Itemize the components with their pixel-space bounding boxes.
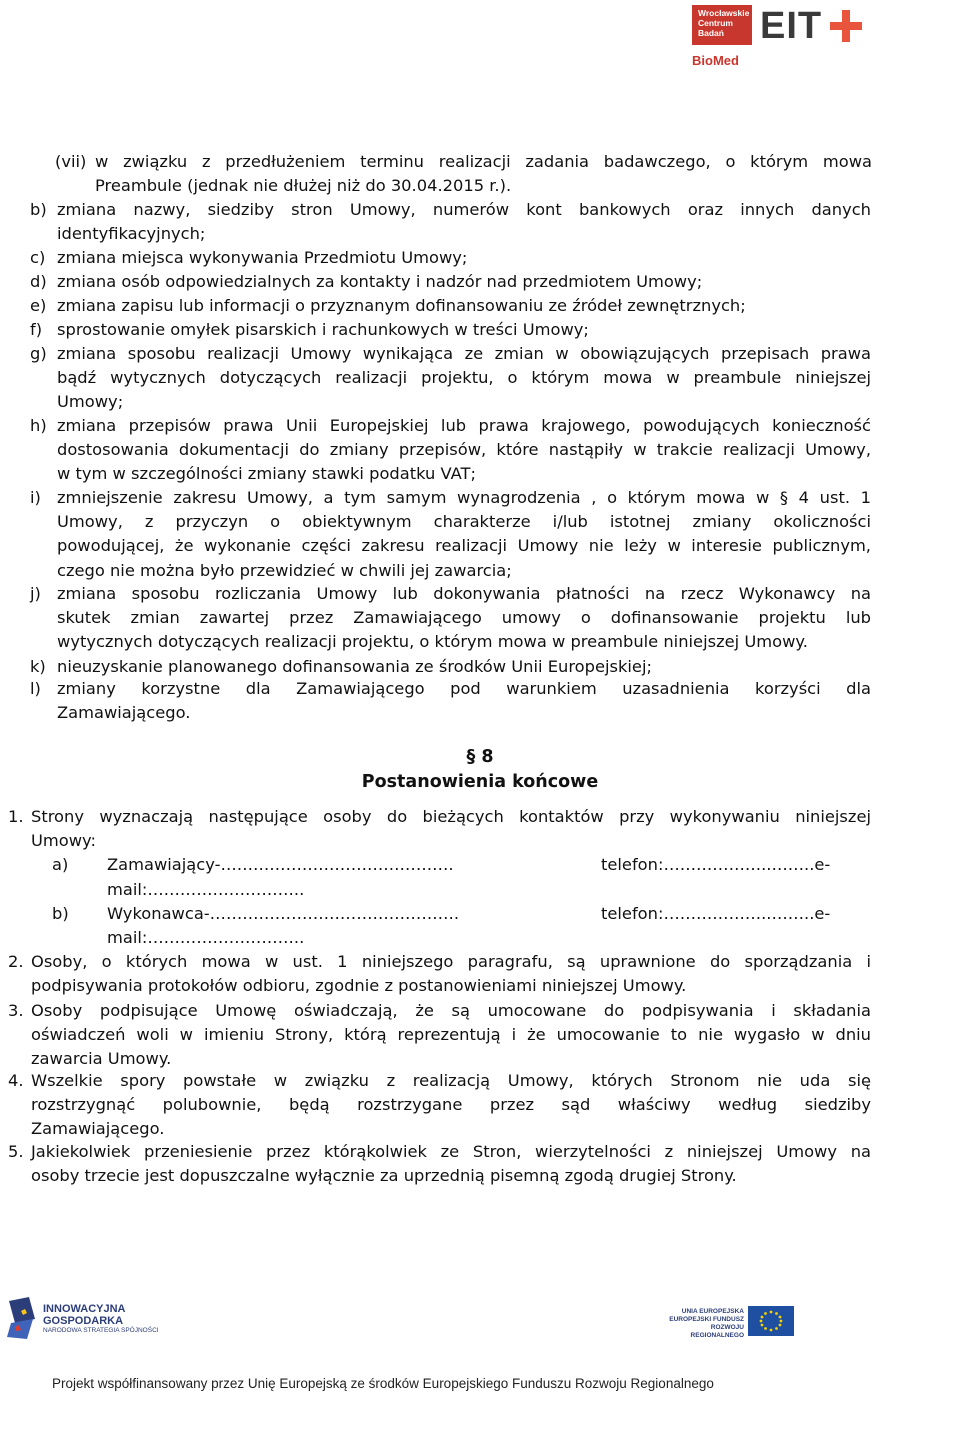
list-line: zmniejszenie zakresu Umowy, a tym samym wynagrodzenia , o którym mowa w § 4 ust. 1 [57, 488, 871, 507]
contact-phone: telefon:………………..……..e- [601, 904, 831, 923]
logo-sub: BioMed [692, 53, 739, 68]
list-label: k) [30, 657, 46, 676]
eu-text-line: ROZWOJU REGIONALNEGO [690, 1324, 744, 1339]
list-line: zmiana sposobu rozliczania Umowy lub dokonywania płatności na rzecz Wykonawcy na [57, 584, 871, 603]
list-label: j) [30, 584, 41, 603]
list-line: Preambule (jednak nie dłużej niż do 30.04.2015 r.). [95, 176, 512, 195]
eu-logo [668, 1306, 798, 1339]
list-line: zmiana sposobu realizacji Umowy wynikająca ze zmian w obowiązujących przepisach prawa [57, 344, 871, 363]
list-label: e) [30, 296, 47, 315]
footer-note: Projekt współfinansowany przez Unię Europejską ze środków Europejskiego Funduszu Rozwoju Regionalnego [52, 1376, 714, 1391]
list-line: skutek zmian zawartej przez Zamawiającego umowy o dofinansowanie projektu lub [57, 608, 871, 628]
list-line: zmiany korzystne dla Zamawiającego pod warunkiem uzasadnienia korzyści dla [57, 679, 871, 698]
list-label: i) [30, 488, 41, 507]
section-title: Postanowienia końcowe [361, 772, 599, 792]
logo-box-line: Badań [698, 28, 724, 38]
list-line: zmiana nazwy, siedziby stron Umowy, numerów kont bankowych oraz innych danych [57, 200, 871, 219]
ig-subtitle: NARODOWA STRATEGIA SPÓJNOŚCI [43, 1327, 159, 1334]
ig-title-line: GOSPODARKA [43, 1315, 124, 1327]
eu-flag-icon [748, 1306, 794, 1336]
list-line: czego nie można było przewidzieć w chwili jej zawarcia; [57, 560, 512, 580]
list-label: f) [30, 320, 43, 339]
list-label: (vii) [55, 152, 87, 171]
logo-box-line: Centrum [698, 18, 733, 28]
list-label: c) [30, 248, 46, 267]
para-line: Osoby podpisujące Umowę oświadczają, że są umocowane do podpisywania i składania [31, 1001, 871, 1020]
list-line: w związku z przedłużeniem terminu realizacji zadania badawczego, o którym mowa [95, 152, 872, 171]
list-line: wytycznych dotyczących realizacji projektu, o którym mowa w preambule niniejszej Umowy. [57, 632, 808, 652]
para-label: 1. [8, 807, 24, 826]
para-line: rozstrzygnąć polubownie, będą rozstrzygane przez sąd właściwy według siedziby [31, 1095, 871, 1115]
list-label: h) [30, 416, 47, 435]
eu-text [668, 1308, 744, 1340]
ig-logo-icon [7, 1297, 37, 1341]
para-line: Zamawiającego. [31, 1119, 165, 1139]
logo-box-line: Wrocławskie [698, 8, 750, 18]
para-label: 3. [8, 1001, 24, 1020]
list-line: dostosowania dokumentacji do zmiany przepisów, które nastąpiły w trakcie realizacji Umowy, [57, 440, 871, 460]
list-label: g) [30, 344, 47, 363]
para-label: 4. [8, 1071, 24, 1090]
para-line: Strony wyznaczają następujące osoby do bieżących kontaktów przy wykonywaniu niniejszej [31, 807, 871, 826]
list-line: powodującej, że wykonanie części zakresu realizacji Umowy nie leży w interesie publicznym, [57, 536, 871, 556]
list-line: zmiana miejsca wykonywania Przedmiotu Umowy; [57, 248, 468, 267]
eu-text-line: EUROPEJSKI FUNDUSZ [669, 1316, 744, 1323]
list-line: Zamawiającego. [57, 703, 191, 723]
ig-title [43, 1303, 126, 1327]
eu-text-line: UNIA EUROPEJSKA [681, 1308, 744, 1315]
section-number: § 8 [466, 747, 494, 767]
ig-title-line: INNOWACYJNA [43, 1303, 126, 1315]
eit-biomed-logo [692, 5, 870, 69]
list-line: nieuzyskanie planowanego dofinansowania ze środków Unii Europejskiej; [57, 657, 652, 676]
para-line: zawarcia Umowy. [31, 1049, 172, 1069]
para-label: 5. [8, 1142, 24, 1161]
list-line: zmiana przepisów prawa Unii Europejskiej lub prawa krajowego, powodujących konieczność [57, 416, 871, 435]
list-line: Umowy, z przyczyn o obiektywnym charakterze i/lub istotnej zmiany okoliczności [57, 512, 871, 532]
contact-mail: mail:……………………….. [107, 880, 305, 899]
list-label: l) [30, 679, 41, 698]
logo-brand: EIT [760, 5, 823, 47]
list-line: Umowy; [57, 392, 124, 412]
contact-label: b) [52, 904, 69, 923]
contact-name: Wykonawca-………………………………………. [107, 904, 460, 923]
para-line: Umowy: [31, 831, 96, 850]
list-label: b) [30, 200, 47, 219]
para-line: Jakiekolwiek przeniesienie przez którąkolwiek ze Stron, wierzytelności z niniejszej Umowy na [31, 1142, 871, 1161]
list-line: zmiana osób odpowiedzialnych za kontakty i nadzór nad przedmiotem Umowy; [57, 272, 703, 291]
contact-mail: mail:……………………….. [107, 928, 305, 947]
para-line: Wszelkie spory powstałe w związku z realizacją Umowy, których Stronom nie uda się [31, 1071, 871, 1090]
para-line: oświadczeń woli w imieniu Strony, którą reprezentują i że umocowanie to nie wygasło w dniu [31, 1025, 871, 1045]
list-line: w tym w szczególności zmiany stawki podatku VAT; [57, 464, 476, 484]
contact-phone: telefon:………………..……..e- [601, 855, 831, 874]
wcb-logo-box [692, 5, 752, 45]
innowacyjna-gospodarka-logo [7, 1297, 177, 1341]
logo-plus-icon [842, 10, 850, 42]
para-line: podpisywania protokołów odbioru, zgodnie z postanowieniami niniejszej Umowy. [31, 976, 687, 996]
para-label: 2. [8, 952, 24, 971]
contact-name: Zamawiający-……………………………………. [107, 855, 454, 874]
list-line: zmiana zapisu lub informacji o przyznanym dofinansowaniu ze źródeł zewnętrznych; [57, 296, 746, 315]
list-label: d) [30, 272, 47, 291]
list-line: sprostowanie omyłek pisarskich i rachunkowych w treści Umowy; [57, 320, 589, 339]
para-line: osoby trzecie jest dopuszczalne wyłącznie za uprzednią pisemną zgodą drugiej Strony. [31, 1166, 737, 1186]
list-line: identyfikacyjnych; [57, 224, 206, 244]
para-line: Osoby, o których mowa w ust. 1 niniejszego paragrafu, są uprawnione do sporządzania i [31, 952, 871, 971]
contact-label: a) [52, 855, 69, 874]
list-line: bądź wytycznych dotyczących realizacji projektu, o którym mowa w preambule niniejszej [57, 368, 871, 388]
